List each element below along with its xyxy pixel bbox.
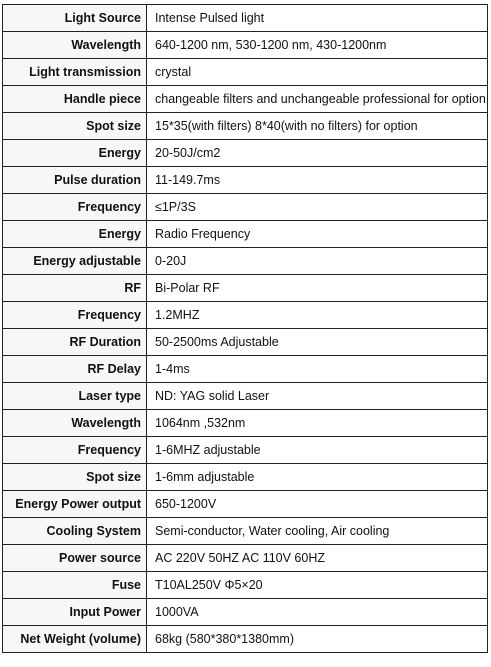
- spec-row: [3, 599, 488, 626]
- spec-row: [3, 545, 488, 572]
- spec-row: [3, 5, 488, 32]
- spec-label: RF: [3, 275, 147, 302]
- spec-row: [3, 329, 488, 356]
- spec-row: [3, 167, 488, 194]
- spec-label: Power source: [3, 545, 147, 572]
- spec-label: RF Duration: [3, 329, 147, 356]
- spec-value: crystal: [147, 59, 488, 86]
- spec-label: Light transmission: [3, 59, 147, 86]
- spec-value: Bi-Polar RF: [147, 275, 488, 302]
- spec-label: Energy: [3, 140, 147, 167]
- spec-value: 68kg (580*380*1380mm): [147, 626, 488, 653]
- spec-label: Spot size: [3, 113, 147, 140]
- spec-label: Spot size: [3, 464, 147, 491]
- spec-value: 1064nm ,532nm: [147, 410, 488, 437]
- spec-row: [3, 626, 488, 653]
- spec-label: Energy Power output: [3, 491, 147, 518]
- spec-label: Fuse: [3, 572, 147, 599]
- spec-label: Frequency: [3, 194, 147, 221]
- spec-value: 15*35(with filters) 8*40(with no filters) for option: [147, 113, 488, 140]
- spec-label: Pulse duration: [3, 167, 147, 194]
- spec-row: [3, 491, 488, 518]
- spec-row: [3, 194, 488, 221]
- spec-row: [3, 113, 488, 140]
- spec-label: Frequency: [3, 437, 147, 464]
- spec-value: 11-149.7ms: [147, 167, 488, 194]
- spec-row: [3, 572, 488, 599]
- spec-label: Energy adjustable: [3, 248, 147, 275]
- spec-row: [3, 464, 488, 491]
- spec-value: Intense Pulsed light: [147, 5, 488, 32]
- spec-value: 650-1200V: [147, 491, 488, 518]
- spec-label: RF Delay: [3, 356, 147, 383]
- spec-label: Wavelength: [3, 410, 147, 437]
- spec-value: 20-50J/cm2: [147, 140, 488, 167]
- spec-row: [3, 32, 488, 59]
- spec-label: Light Source: [3, 5, 147, 32]
- spec-value: Semi-conductor, Water cooling, Air cooling: [147, 518, 488, 545]
- spec-value: 640-1200 nm, 530-1200 nm, 430-1200nm: [147, 32, 488, 59]
- spec-row: [3, 437, 488, 464]
- spec-value: T10AL250V Φ5×20: [147, 572, 488, 599]
- spec-label: Wavelength: [3, 32, 147, 59]
- spec-label: Net Weight (volume): [3, 626, 147, 653]
- spec-label: Cooling System: [3, 518, 147, 545]
- spec-row: [3, 221, 488, 248]
- spec-table-body: [3, 5, 488, 653]
- spec-row: [3, 518, 488, 545]
- spec-value: ≤1P/3S: [147, 194, 488, 221]
- spec-value: AC 220V 50HZ AC 110V 60HZ: [147, 545, 488, 572]
- spec-row: [3, 275, 488, 302]
- spec-row: [3, 248, 488, 275]
- spec-label: Handle piece: [3, 86, 147, 113]
- spec-row: [3, 410, 488, 437]
- spec-label: Input Power: [3, 599, 147, 626]
- spec-row: [3, 140, 488, 167]
- spec-label: Laser type: [3, 383, 147, 410]
- spec-row: [3, 356, 488, 383]
- spec-row: [3, 302, 488, 329]
- spec-label: Energy: [3, 221, 147, 248]
- spec-value: ND: YAG solid Laser: [147, 383, 488, 410]
- spec-value: 1-6MHZ adjustable: [147, 437, 488, 464]
- spec-value: changeable filters and unchangeable professional for option: [147, 86, 488, 113]
- spec-row: [3, 86, 488, 113]
- spec-value: 1-6mm adjustable: [147, 464, 488, 491]
- spec-table: [2, 4, 488, 653]
- spec-value: Radio Frequency: [147, 221, 488, 248]
- spec-row: [3, 383, 488, 410]
- spec-value: 1-4ms: [147, 356, 488, 383]
- spec-value: 1000VA: [147, 599, 488, 626]
- spec-value: 0-20J: [147, 248, 488, 275]
- spec-label: Frequency: [3, 302, 147, 329]
- spec-value: 1.2MHZ: [147, 302, 488, 329]
- spec-row: [3, 59, 488, 86]
- spec-value: 50-2500ms Adjustable: [147, 329, 488, 356]
